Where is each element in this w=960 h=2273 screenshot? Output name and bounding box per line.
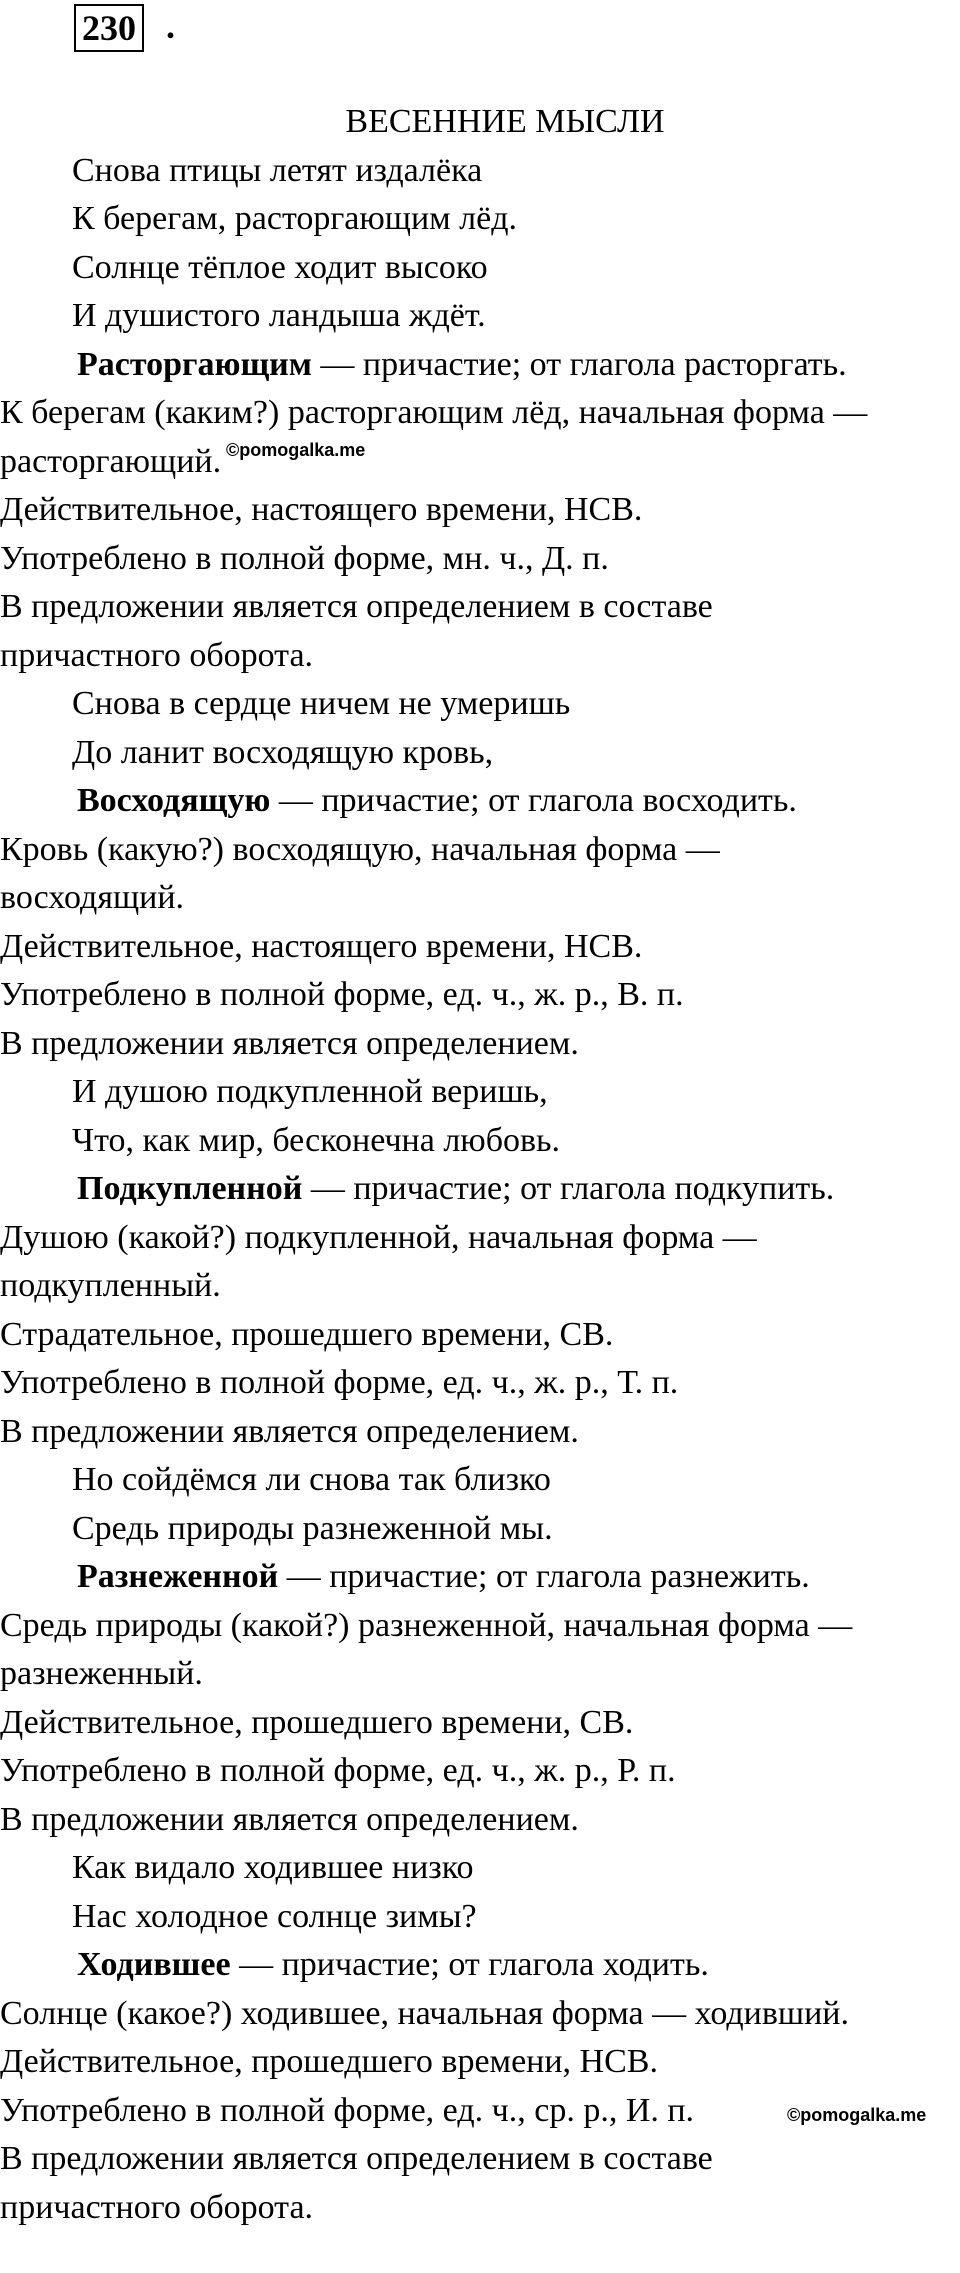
- poem-line: Солнце тёплое ходит высоко: [72, 248, 488, 286]
- term-word: Подкупленной: [77, 1170, 303, 1207]
- analysis-line: В предложении является определением в составе: [0, 2140, 713, 2177]
- analysis-line: Действительное, настоящего времени, НСВ.: [0, 491, 643, 528]
- term-word: Ходившее: [77, 1946, 231, 1983]
- analysis-line: подкупленный.: [0, 1267, 221, 1304]
- term-word: Расторгающим: [77, 345, 312, 383]
- analysis-line: Употреблено в полной форме, ед. ч., ж. р., Т. п.: [0, 1364, 679, 1401]
- term-definition: — причастие; от глагола разнежить.: [278, 1558, 810, 1595]
- term-definition: — причастие; от глагола восходить.: [270, 782, 797, 819]
- analysis-line: Действительное, настоящего времени, НСВ.: [0, 927, 643, 965]
- term-line: [0, 1165, 960, 1214]
- analysis-line: восходящий.: [0, 879, 185, 916]
- exercise-number: 230: [74, 4, 144, 52]
- poem-line: Что, как мир, бесконечна любовь.: [72, 1121, 561, 1159]
- analysis-line: Употреблено в полной форме, ед. ч., ж. р., Р. п.: [0, 1752, 676, 1789]
- analysis-line: Солнце (какое?) ходившее, начальная форма — ходивший.: [0, 1994, 849, 2032]
- term-line: [0, 1553, 960, 1602]
- term-line: [0, 1941, 960, 1990]
- exercise-number-dot: .: [166, 6, 175, 46]
- analysis-line: Употреблено в полной форме, ед. ч., ср. р., И. п.: [0, 2091, 695, 2129]
- poem-line: Снова в сердце ничем не умеришь: [72, 685, 571, 722]
- analysis-line: Кровь (какую?) восходящую, начальная форма —: [0, 830, 720, 868]
- analysis-line: причастного оборота.: [0, 2188, 314, 2226]
- analysis-line: В предложении является определением.: [0, 1800, 579, 1838]
- poem-line: Как видало ходившее низко: [72, 1849, 474, 1886]
- document-body: [0, 98, 960, 2232]
- watermark: ©pomogalka.me: [226, 440, 366, 460]
- watermark: ©pomogalka.me: [787, 2105, 927, 2125]
- poem-line: До ланит восходящую кровь,: [72, 733, 494, 771]
- poem-line: И душою подкупленной веришь,: [72, 1073, 548, 1110]
- poem-line: Нас холодное солнце зимы?: [72, 1897, 477, 1935]
- analysis-line: В предложении является определением в составе: [0, 588, 713, 625]
- poem-line: И душистого ландыша ждёт.: [72, 297, 486, 334]
- poem-line: К берегам, расторгающим лёд.: [72, 200, 518, 237]
- poem-title: ВЕСЕННИЕ МЫСЛИ: [345, 103, 665, 140]
- term-word: Разнеженной: [77, 1558, 279, 1595]
- analysis-line: К берегам (каким?) расторгающим лёд, начальная форма —: [0, 394, 868, 431]
- term-word: Восходящую: [77, 782, 271, 819]
- poem-line: Снова птицы летят издалёка: [72, 151, 483, 189]
- analysis-line: Действительное, прошедшего времени, НСВ.: [0, 2043, 658, 2080]
- analysis-line: разнеженный.: [0, 1655, 203, 1692]
- term-definition: — причастие; от глагола расторгать.: [311, 345, 847, 383]
- term-line: [0, 777, 960, 826]
- term-definition: — причастие; от глагола подкупить.: [302, 1170, 835, 1207]
- analysis-line: В предложении является определением.: [0, 1412, 579, 1450]
- poem-line: Средь природы разнеженной мы.: [72, 1509, 553, 1547]
- analysis-line: Душою (какой?) подкупленной, начальная форма —: [0, 1218, 757, 1256]
- analysis-line: причастного оборота.: [0, 636, 314, 674]
- analysis-line: Употреблено в полной форме, ед. ч., ж. р., В. п.: [0, 976, 684, 1013]
- analysis-line: Действительное, прошедшего времени, СВ.: [0, 1703, 634, 1741]
- analysis-line: Средь природы (какой?) разнеженной, начальная форма —: [0, 1606, 853, 1644]
- analysis-line: В предложении является определением.: [0, 1024, 579, 1062]
- poem-line: Но сойдёмся ли снова так близко: [72, 1461, 551, 1498]
- term-line: [0, 341, 960, 390]
- analysis-line: Страдательное, прошедшего времени, СВ.: [0, 1315, 614, 1353]
- analysis-line: расторгающий.: [0, 442, 222, 480]
- term-definition: — причастие; от глагола ходить.: [230, 1946, 709, 1983]
- analysis-line: Употреблено в полной форме, мн. ч., Д. п.: [0, 539, 609, 577]
